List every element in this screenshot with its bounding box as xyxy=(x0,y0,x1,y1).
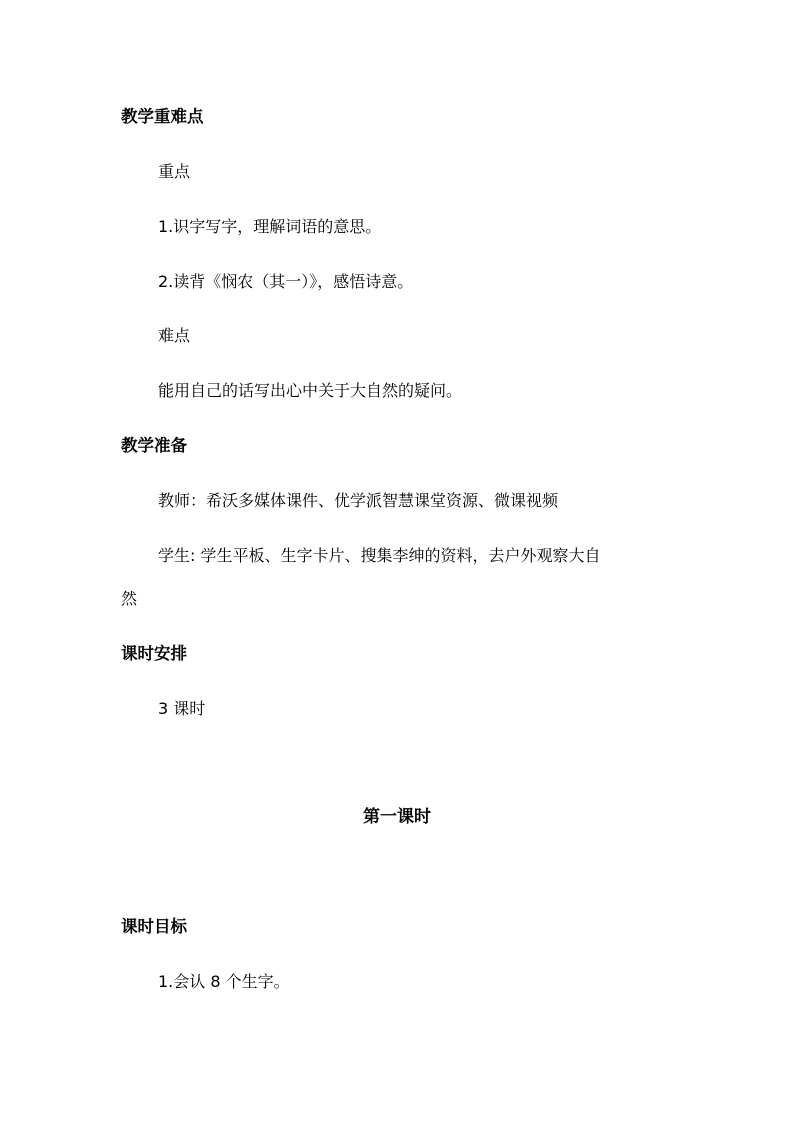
student-preparation-line-1: 学生: 学生平板、生字卡片、搜集李绅的资料，去户外观察大自 xyxy=(158,546,601,565)
lesson-count: 3 课时 xyxy=(158,699,206,718)
section-heading-schedule: 课时安排 xyxy=(121,644,187,663)
key-points-label: 重点 xyxy=(158,162,191,181)
key-point-1: 1.识字写字，理解词语的意思。 xyxy=(158,217,382,236)
teacher-preparation: 教师：希沃多媒体课件、优学派智慧课堂资源、微课视频 xyxy=(158,491,559,510)
section-heading-preparation: 教学准备 xyxy=(121,436,187,455)
student-preparation-line-2: 然 xyxy=(121,589,138,608)
section-heading-key-points: 教学重难点 xyxy=(121,107,204,126)
section-heading-goals: 课时目标 xyxy=(121,917,187,936)
key-point-2: 2.读背《悯农（其一）》，感悟诗意。 xyxy=(158,272,414,291)
goal-1: 1.会认 8 个生字。 xyxy=(158,972,290,991)
difficulty-label: 难点 xyxy=(158,326,191,345)
lesson-title: 第一课时 xyxy=(363,807,431,827)
difficulty-point-1: 能用自己的话写出心中关于大自然的疑问。 xyxy=(158,381,463,400)
